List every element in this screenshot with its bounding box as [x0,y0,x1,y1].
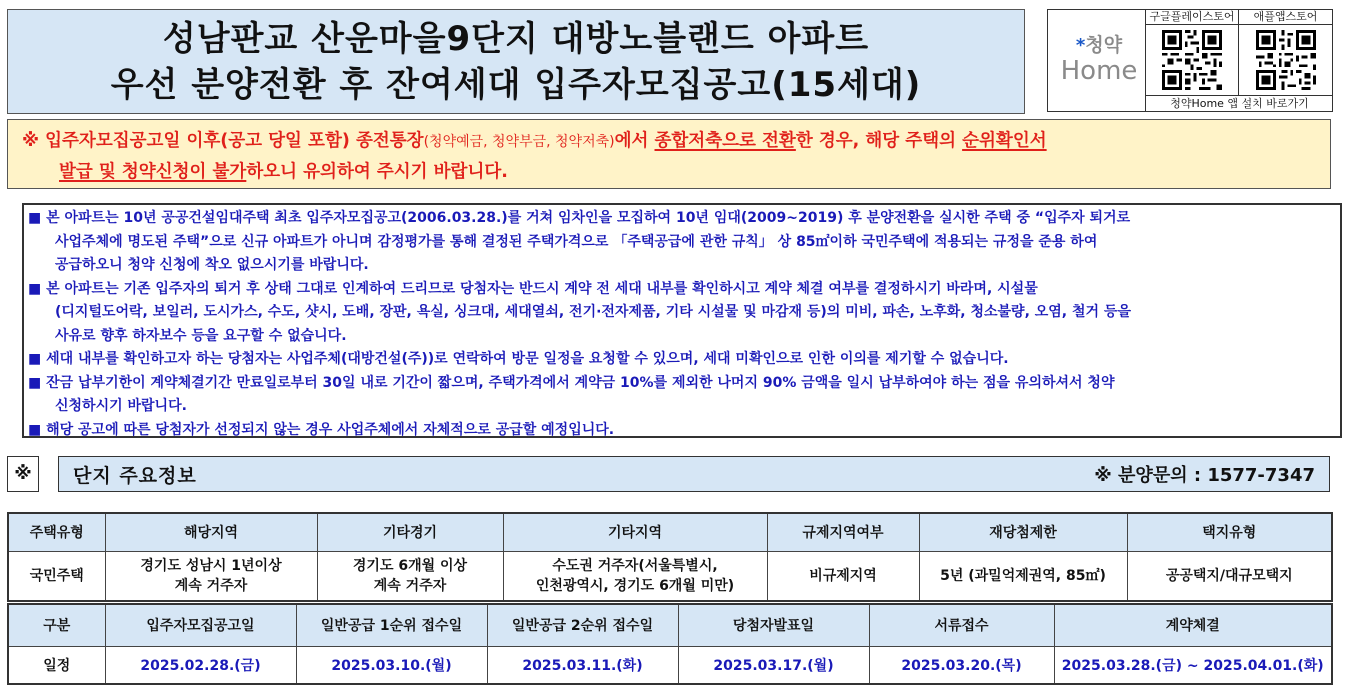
warning-text: 입주자모집공고일 이후(공고 당일 포함) 종전통장 [45,131,424,151]
app-store-label: 애플앱스토어 [1239,10,1332,25]
date-cell: 2025.02.28.(금) [105,646,296,684]
notice-item [28,372,1334,396]
square-bullet-icon: ■ [28,374,42,391]
warning-text: 한 경우, 해당 주택의 [795,131,963,151]
table-cell [503,551,767,601]
cell-text: 인천광역시, 경기도 6개월 미만) [535,577,735,594]
qr-grid [1145,10,1332,111]
warning-underlined: 발급 및 청약신청이 불가 [59,162,247,182]
app-install-link[interactable]: 청약Home 앱 설치 바로가기 [1146,95,1333,111]
header-cell: 해당지역 [105,513,317,551]
table-cell [1127,551,1332,601]
qr-code-icon [1256,30,1316,90]
section-header [58,456,1330,492]
notice-item [28,348,1334,372]
cell-text: 계속 거주자 [174,577,248,594]
header-cell: 주택유형 [8,513,105,551]
logo-top-text: 청약 [1085,34,1123,56]
warning-line-2 [22,157,1320,187]
table-cell [317,551,503,601]
notice-text: 사업주체에 명도된 주택”으로 신규 아파트가 아니며 감정평가를 통해 결정된 주택가격으로 「주택공급에 관한 규칙」 상 85㎡이하 국민주택에 적용되는 규정을 준용 하여 [55,233,1098,250]
cell-text: 5년 (과밀억제권역, 85㎡) [940,567,1106,584]
date-cell: 2025.03.28.(금) ~ 2025.04.01.(화) [1054,646,1332,684]
table-header-row [8,604,1332,646]
cell-text: 공공택지/대규모택지 [1165,567,1293,584]
header-cell: 당첨자발표일 [678,604,869,646]
warning-mark: ※ [22,131,40,151]
square-bullet-icon: ■ [28,210,42,226]
cell-text: 계속 거주자 [373,577,447,594]
table-cell [767,551,919,601]
section-title: 단지 주요정보 [73,464,197,487]
header-cell: 택지유형 [1127,513,1332,551]
cell-text: 수도권 거주자(서울특별시, [552,557,718,574]
square-bullet-icon: ■ [28,280,42,297]
warning-line-1 [22,126,1320,157]
sales-contact: ※ 분양문의 : 1577-7347 [1094,465,1315,486]
notice-text: (디지털도어락, 보일러, 도시가스, 수도, 샷시, 도배, 장판, 욕실, 싱크대, 세대열쇠, 전기·전자제품, 기타 시설물 및 마감재 등)의 미비, 파손, 노후화, 청소불량, 오염, 철거 등을 [55,304,1131,320]
square-bullet-icon: ■ [28,421,42,438]
notice-text: 신청하시기 바랍니다. [55,398,187,414]
table-cell [105,551,317,601]
google-play-label: 구글플레이스토어 [1146,10,1238,25]
notice-text: 공급하오니 청약 신청에 착오 없으시기를 바랍니다. [55,257,369,273]
notice-text: 해당 공고에 따른 당첨자가 선정되지 않는 경우 사업주체에서 자체적으로 공급할 예정입니다. [46,421,615,438]
cell-text: 경기도 성남시 1년이상 [140,557,282,574]
table-row [8,551,1332,601]
app-download-box [1047,9,1333,112]
title-line-2: 우선 분양전환 후 잔여세대 입주자모집공고(15세대) [110,64,922,105]
date-cell: 2025.03.11.(화) [487,646,678,684]
date-cell: 2025.03.17.(월) [678,646,869,684]
table-cell [919,551,1127,601]
table-cell [8,551,105,601]
square-bullet-icon: ■ [28,351,42,367]
warning-underlined: 순위확인서 [962,131,1047,151]
schedule-table [7,603,1333,685]
header-cell: 재당첨제한 [919,513,1127,551]
reference-mark: ※ [7,456,39,492]
header-cell: 일반공급 1순위 접수일 [296,604,487,646]
table-cell: 일정 [8,646,105,684]
cell-text: 비규제지역 [809,567,877,584]
notice-item [28,278,1334,302]
date-cell: 2025.03.20.(목) [869,646,1054,684]
notice-item [28,207,1334,231]
logo-bottom-text: Home [1060,56,1138,86]
header-cell: 규제지역여부 [767,513,919,551]
warning-underlined: 종합저축으로 전환 [654,131,796,151]
header-cell: 기타경기 [317,513,503,551]
notice-list [22,203,1342,438]
warning-text: 하오니 유의하여 주시기 바랍니다. [246,162,508,182]
google-play-qr[interactable] [1146,10,1239,95]
app-store-qr[interactable] [1239,10,1332,95]
announcement-title-box [7,9,1025,114]
cell-text: 국민주택 [29,567,84,584]
header-cell: 일반공급 2순위 접수일 [487,604,678,646]
title-line-1: 성남판교 산운마을9단지 대방노블랜드 아파트 [162,18,870,59]
table-row [8,646,1332,684]
notice-text: 본 아파트는 10년 공공건설임대주택 최초 입주자모집공고(2006.03.28.)를 거쳐 임차인을 모집하여 10년 임대(2009~2019) 후 분양전환을 실시한 주택 중 “입주자 퇴거로 [46,210,1131,226]
notice-text: 잔금 납부기한이 계약체결기간 만료일로부터 30일 내로 기간이 짧으며, 주택가격에서 계약금 10%를 제외한 나머지 90% 금액을 일시 납부하여야 하는 점을 유의하셔서 청약 [46,374,1115,391]
logo-star-icon: * [1075,35,1086,56]
header-cell: 서류접수 [869,604,1054,646]
qr-code-icon [1162,30,1222,90]
header-cell: 기타지역 [503,513,767,551]
notice-text: 사유로 향후 하자보수 등을 요구할 수 없습니다. [55,327,347,344]
warning-text: 에서 [614,131,655,151]
date-cell: 2025.03.10.(월) [296,646,487,684]
header-cell: 계약체결 [1054,604,1332,646]
notice-text: 세대 내부를 확인하고자 하는 당첨자는 사업주체(대방건설(주))로 연락하여 방문 일정을 요청할 수 있으며, 세대 미확인으로 인한 이의를 제기할 수 없습니다. [46,351,1009,367]
table-header-row [8,513,1332,551]
cheongyak-home-logo [1056,34,1142,90]
header-cell: 입주자모집공고일 [105,604,296,646]
complex-info-table [7,512,1333,602]
cell-text: 경기도 6개월 이상 [352,557,468,574]
warning-box [7,119,1331,189]
notice-item [28,419,1334,443]
header-cell: 구분 [8,604,105,646]
warning-text-small: (청약예금, 청약부금, 청약저축) [423,134,615,150]
notice-text: 본 아파트는 기존 입주자의 퇴거 후 상태 그대로 인계하여 드리므로 당첨자는 반드시 계약 전 세대 내부를 확인하시고 계약 체결 여부를 결정하시기 바라며, 시설물 [46,280,1038,297]
